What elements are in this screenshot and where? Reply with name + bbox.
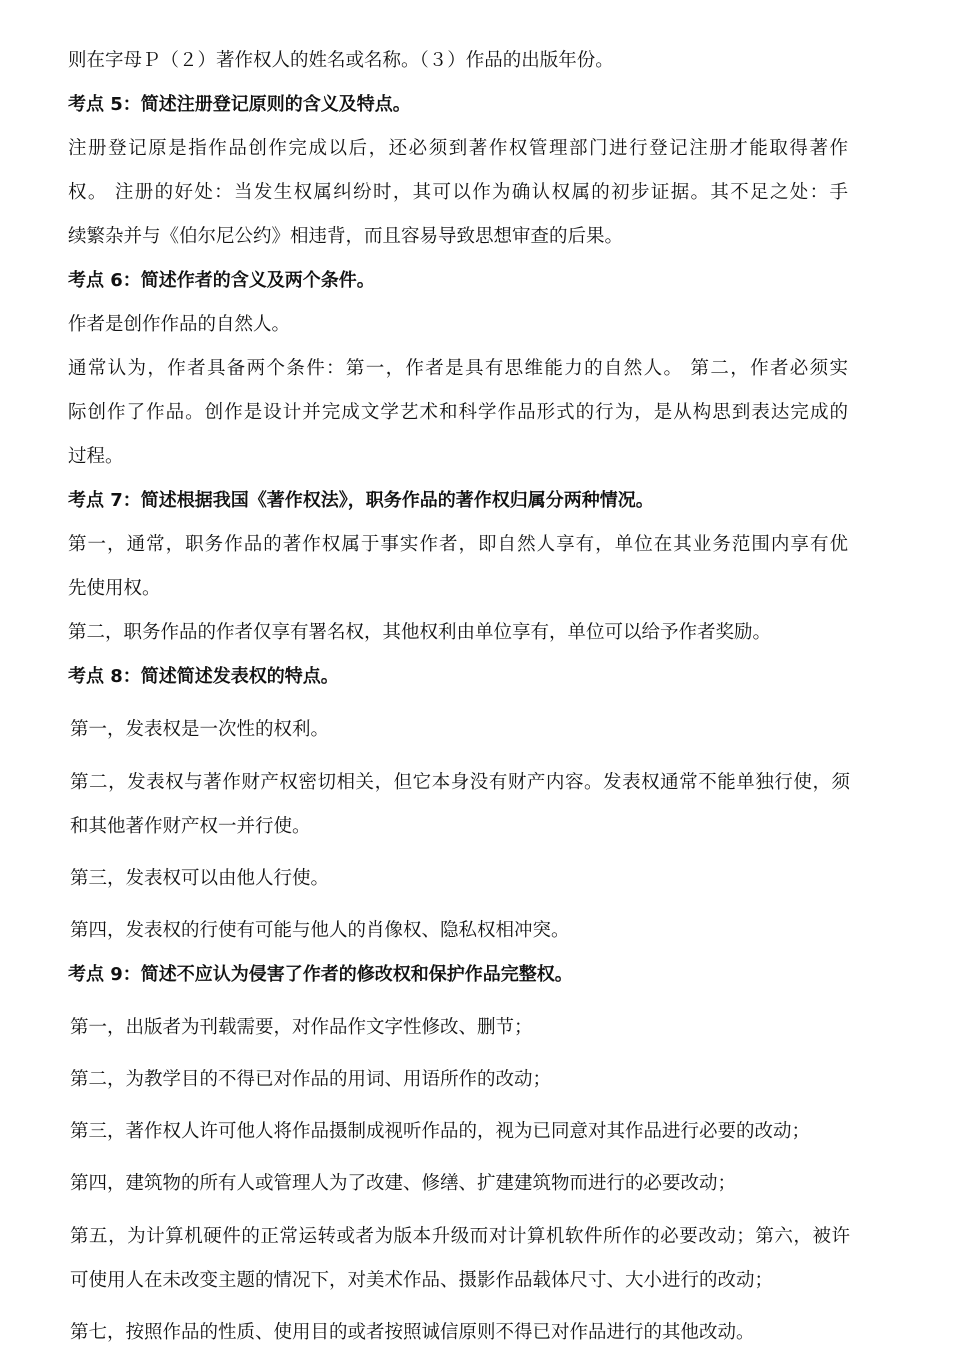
section-6-paragraph-line: 作者是创作作品的自然人。	[68, 314, 291, 335]
section-6-paragraph-line: 际创作了作品。创作是设计并完成文学艺术和科学作品形式的行为，是从构思到表达完成的	[68, 402, 848, 423]
intro-line: 则在字母Ｐ（２）著作权人的姓名或名称。（３）作品的出版年份。	[68, 50, 614, 71]
section-9-list-item: 第五，为计算机硬件的正常运转或者为版本升级而对计算机软件所作的必要改动；第六，被许	[70, 1226, 850, 1247]
section-7-paragraph-line: 先使用权。	[68, 578, 161, 599]
section-9-list-item: 第一，出版者为刊载需要，对作品作文字性修改、删节；	[70, 1017, 533, 1038]
section-7-paragraph-line: 第二，职务作品的作者仅享有署名权，其他权利由单位享有，单位可以给予作者奖励。	[68, 622, 772, 643]
section-6-paragraph-line: 过程。	[68, 446, 124, 467]
section-9-list-item: 第三，著作权人许可他人将作品摄制成视听作品的，视为已同意对其作品进行必要的改动；	[70, 1121, 811, 1142]
section-8-list-item: 第三，发表权可以由他人行使。	[70, 868, 330, 889]
section-8-list-item: 第二，发表权与著作财产权密切相关，但它本身没有财产内容。发表权通常不能单独行使，须	[70, 772, 850, 793]
section-9-list-item: 第四，建筑物的所有人或管理人为了改建、修缮、扩建建筑物而进行的必要改动；	[70, 1173, 737, 1194]
section-5-paragraph-line: 续繁杂并与《伯尔尼公约》相违背，而且容易导致思想审查的后果。	[68, 226, 624, 247]
section-8-list-item: 和其他著作财产权一并行使。	[70, 816, 311, 837]
section-8-list-item: 第一，发表权是一次性的权利。	[70, 719, 330, 740]
section-9-list-item: 可使用人在未改变主题的情况下，对美术作品、摄影作品载体尺寸、大小进行的改动；	[70, 1270, 774, 1291]
section-5-heading: 考点 5：简述注册登记原则的含义及特点。	[68, 94, 411, 115]
section-9-list-item: 第二，为教学目的不得已对作品的用词、用语所作的改动；	[70, 1069, 552, 1090]
section-9-heading: 考点 9：简述不应认为侵害了作者的修改权和保护作品完整权。	[68, 964, 573, 985]
section-9-list-item: 第七，按照作品的性质、使用目的或者按照诚信原则不得已对作品进行的其他改动。	[70, 1322, 755, 1343]
section-5-paragraph-line: 注册登记原是指作品创作完成以后，还必须到著作权管理部门进行登记注册才能取得著作	[68, 138, 848, 159]
section-7-heading: 考点 7：简述根据我国《著作权法》，职务作品的著作权归属分两种情况。	[68, 490, 654, 511]
section-8-heading: 考点 8：简述简述发表权的特点。	[68, 666, 339, 687]
section-5-paragraph-line: 权。 注册的好处：当发生权属纠纷时，其可以作为确认权属的初步证据。其不足之处：手	[68, 182, 848, 203]
section-7-paragraph-line: 第一，通常，职务作品的著作权属于事实作者，即自然人享有，单位在其业务范围内享有优	[68, 534, 848, 555]
section-6-heading: 考点 6：简述作者的含义及两个条件。	[68, 270, 375, 291]
section-8-list-item: 第四，发表权的行使有可能与他人的肖像权、隐私权相冲突。	[70, 920, 570, 941]
section-6-paragraph-line: 通常认为，作者具备两个条件：第一，作者是具有思维能力的自然人。 第二，作者必须实	[68, 358, 848, 379]
